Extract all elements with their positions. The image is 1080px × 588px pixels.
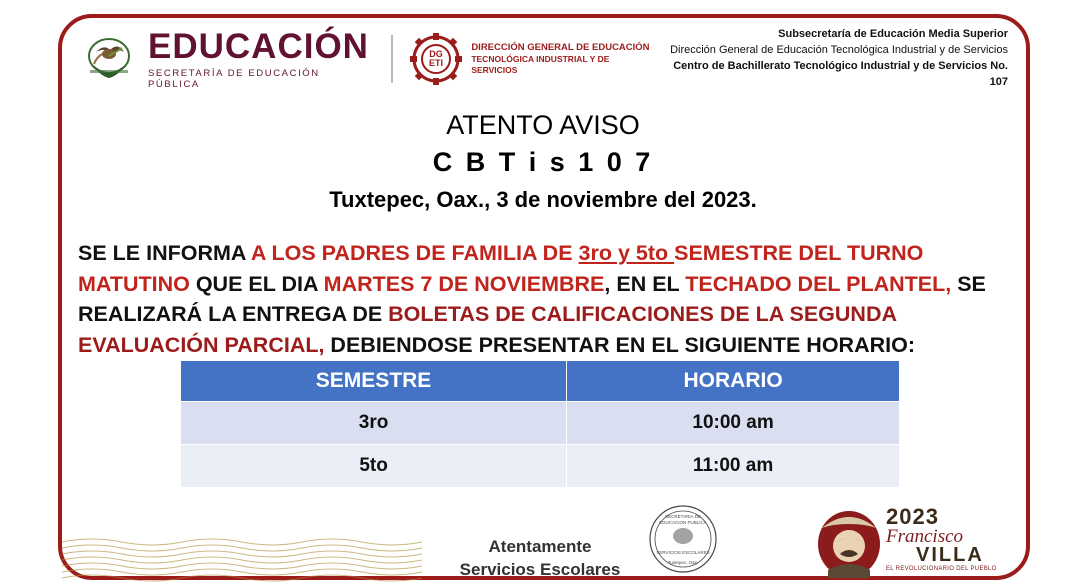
body-part-1: SE LE INFORMA (78, 241, 251, 265)
column-header-horario: HORARIO (567, 361, 900, 402)
body-part-10: BOLETAS DE CALIFICACIONES DE LA SEGUNDA EVALUACIÓN PARCIAL, (78, 302, 897, 357)
notice-title: ATENTO AVISO (446, 110, 640, 140)
body-part-5: QUE EL DIA (189, 271, 324, 296)
dgeti-line-2: TECNOLÓGICA INDUSTRIAL Y DE SERVICIOS (471, 54, 610, 75)
body-part-9: SE REALIZARÁ LA ENTREGA DE (78, 271, 986, 327)
mexico-coat-of-arms-icon (78, 34, 140, 84)
document-header (78, 26, 1008, 92)
school-name: C B T i s 1 0 7 (432, 147, 654, 178)
francisco-villa-logo (816, 498, 1012, 582)
notice-body (78, 238, 1022, 360)
cell-horario: 10:00 am (567, 402, 900, 445)
body-part-3: 3ro y 5to (578, 241, 675, 265)
header-divider (391, 35, 393, 83)
official-seal-stamp-icon (646, 496, 720, 582)
svg-text:DG: DG (429, 49, 444, 59)
header-right-line-2: Dirección General de Educación Tecnológica Industrial y de Servicios (670, 44, 1008, 57)
svg-text:EDUCACION PUBLICA: EDUCACION PUBLICA (659, 520, 707, 525)
villa-first-name: Francisco (886, 526, 964, 547)
body-part-7: , EN EL (604, 271, 686, 296)
table-row (181, 402, 900, 445)
header-right-block (656, 27, 1008, 91)
svg-text:Tuxtepec, Oax.: Tuxtepec, Oax. (667, 560, 699, 565)
signature-line-2: Servicios Escolares (459, 559, 621, 579)
svg-text:SECRETARIA DE: SECRETARIA DE (665, 514, 701, 519)
body-part-4: SEMESTRE DEL TURNO MATUTINO (78, 241, 924, 296)
dgeti-line-1: DIRECCIÓN GENERAL DE EDUCACIÓN (471, 42, 650, 54)
signature-line-1: Atentamente (488, 537, 592, 556)
svg-text:ETI: ETI (429, 58, 444, 68)
brand-subtitle: SECRETARÍA DE EDUCACIÓN PÚBLICA (148, 67, 320, 90)
table-header-row (181, 361, 900, 402)
header-right-line-3: Centro de Bachillerato Tecnológico Industrial y de Servicios No. 107 (673, 60, 1008, 88)
villa-tagline: EL REVOLUCIONARIO DEL PUEBLO (886, 566, 997, 572)
column-header-semestre: SEMESTRE (181, 361, 567, 402)
cell-semestre: 5to (181, 445, 567, 488)
brand-block (148, 26, 373, 90)
villa-surname: VILLA (916, 544, 984, 566)
cell-horario: 11:00 am (567, 445, 900, 488)
cell-semestre: 3ro (181, 402, 567, 445)
notice-date: Tuxtepec, Oax., 3 de noviembre del 2023. (329, 187, 757, 213)
schedule-table (180, 360, 900, 488)
body-part-6: MARTES 7 DE NOVIEMBRE (323, 271, 605, 296)
brand-title: EDUCACIÓN (148, 26, 369, 66)
body-part-11: DEBIENDOSE PRESENTAR EN EL SIGUIENTE HORARIO: (324, 332, 915, 357)
title-block (78, 108, 1008, 215)
villa-year: 2023 (886, 504, 939, 529)
table-row (181, 445, 900, 488)
body-part-2: A LOS PADRES DE FAMILIA DE (250, 241, 579, 265)
svg-text:SERVICIOS ESCOLARES: SERVICIOS ESCOLARES (656, 550, 710, 555)
body-part-8: TECHADO DEL PLANTEL, (685, 271, 952, 296)
dgeti-text-block (471, 42, 655, 75)
header-right-line-1: Subsecretaría de Educación Media Superior (778, 28, 1008, 41)
dgeti-gear-logo-icon (409, 32, 463, 86)
